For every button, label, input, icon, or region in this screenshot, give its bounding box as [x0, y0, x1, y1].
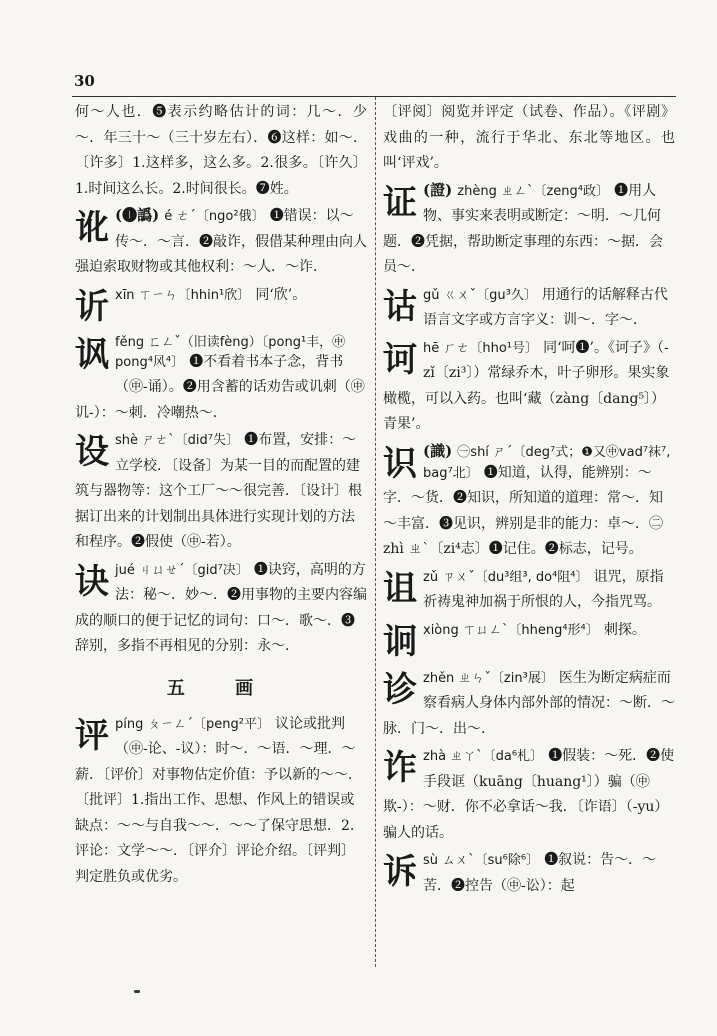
dictionary-entry — [383, 283, 675, 334]
pronunciation: xīn ㄒㄧㄣ〔hhin¹欣〕 — [115, 287, 251, 303]
dictionary-entry — [75, 558, 367, 660]
headword-variant: (識) — [423, 441, 453, 460]
pronunciation: zǔ ㄗㄨˇ〔du³组³, do⁴阻⁴〕 — [423, 569, 589, 585]
definition: 同‘欣’。 — [255, 286, 307, 303]
headword: 识 — [383, 443, 417, 484]
headword: 诊 — [383, 669, 417, 710]
headword: 诈 — [383, 748, 417, 788]
dictionary-entry — [383, 618, 675, 664]
headword: 诀 — [75, 561, 109, 602]
dictionary-entry — [383, 744, 675, 846]
pronunciation: sù ㄙㄨˋ〔su⁶除⁶〕 — [423, 853, 540, 868]
pronunciation: xiòng ㄒㄩㄥˋ〔hheng⁴形⁴〕 — [423, 622, 599, 638]
right-column — [383, 100, 675, 970]
dictionary-entry — [75, 283, 367, 329]
left-column — [75, 100, 367, 970]
definition: 同‘呵❶’。《诃子》（-zǐ〔zi³〕）常绿乔木，叶子卵形。果实象橄榄，可以入药。也叫‘藏（zàng〔dang⁵〕）青果’。 — [383, 339, 670, 432]
dictionary-entry — [383, 440, 675, 563]
headword: 设 — [75, 432, 109, 472]
headword: 诂 — [383, 286, 417, 327]
headword: 诇 — [383, 621, 417, 662]
dictionary-entry — [75, 428, 367, 556]
definition: 医生为断定病症而察看病人身体内部外部的情况：～断．～脉．门～．出～． — [383, 669, 675, 737]
definition: 议论或批判（㊥-论、-议）：时～．～语．～理．～薪．〔评价〕对事物估定价值：予以新的～～．〔批评〕1.指出工作、思想、作风上的错误或缺点：～～与自我～～．～～了保守思想．2.评论：文学～～．〔评介〕评论介绍。〔评判〕判定胜负或优劣。 — [75, 715, 362, 885]
pronunciation: píng ㄆㄧㄥˊ〔peng²平〕 — [115, 716, 270, 732]
headword: 评 — [75, 715, 109, 756]
definition: ❶假装：～死．❷使手段诓（kuāng〔huang¹〕）骗（㊥欺-）：～财．你不必拿话～我．〔诈语〕（-yu）骗人的话。 — [383, 748, 675, 841]
dictionary-entry — [383, 179, 675, 281]
dictionary-entry — [75, 204, 367, 281]
dictionary-entry — [75, 331, 367, 427]
headword: 䜣 — [75, 286, 109, 327]
print-speck — [134, 990, 140, 993]
pronunciation: zhà ㄓㄚˋ〔da⁶札〕 — [423, 749, 544, 764]
pronunciation: fěng ㄈㄥˇ（旧读fèng）〔pong¹丰，㊥pong⁴风⁴〕 — [115, 334, 346, 370]
page-number: 30 — [74, 72, 95, 90]
top-rule — [72, 96, 676, 97]
column-divider — [375, 97, 376, 967]
headword: 诉 — [383, 852, 417, 892]
pronunciation: zhěn ㄓㄣˇ〔zin³展〕 — [423, 670, 554, 686]
pronunciation: zhèng ㄓㄥˋ〔zeng⁴政〕 — [457, 183, 610, 199]
pronunciation: ㊀shí ㄕˊ〔deg⁷式；❶又㊥vad⁷袜⁷, bag⁷北〕 — [423, 444, 671, 481]
headword: 诅 — [383, 568, 417, 609]
continuation-text: 何～人也．❺表示约略估计的词：几～．少～．年三十～（三十岁左右）．❻这样：如～．〔许多〕1.这样多，这么多。2.很多。〔许久〕1.时间这么长。2.时间很长。❼姓。 — [75, 104, 367, 197]
definition: ❶知道，认得，能辨别：～字．～货．❷知识，所知道的道理：常～．知～丰富．❸见识，辨别是非的能力：卓～．㊁zhì ㄓˋ〔zi⁴志〕❶记住。❷标志，记号。 — [383, 464, 663, 557]
dictionary-entry — [383, 848, 675, 899]
dictionary-entry — [383, 565, 675, 616]
definition: 诅咒，原指祈祷鬼神加祸于所恨的人，今指咒骂。 — [423, 568, 664, 610]
headword-variant: (❶譌) — [115, 206, 160, 224]
definition: 用通行的话解释古代语言文字或方言字义：训～．字～． — [423, 286, 668, 328]
headword: 讽 — [75, 334, 109, 375]
dictionary-entry — [383, 666, 675, 743]
definition: ❶布置，安排：～立学校．〔设备〕为某一目的而配置的建筑与器物等：这个工厂～～很完善．〔设计〕根据订出来的计划制出具体进行实现计划的方法和程序。❷假使（㊥-若）。 — [75, 432, 362, 550]
section-heading: 五 画 — [166, 677, 276, 699]
dictionary-entry — [75, 712, 367, 891]
headword-variant: (證) — [423, 180, 453, 199]
pronunciation: shè ㄕㄜˋ〔did⁷失〕 — [115, 433, 239, 448]
headword: 诃 — [383, 339, 417, 380]
pronunciation: gǔ ㄍㄨˇ〔gu³久〕 — [423, 287, 537, 303]
pronunciation: é ㄜˊ〔ngo²俄〕 — [164, 209, 265, 224]
headword: 讹 — [75, 208, 109, 248]
definition: ❶错误：以～传～．～言．❷敲诈，假借某种理由向人强迫索取财物或其他权利：～人．～诈． — [75, 208, 367, 275]
definition: ❶诀窍，高明的方法：秘～．妙～．❷用事物的主要内容编成的顺口的便于记忆的词句：口～．歌～．❸辞别，多指不再相见的分别：永～． — [75, 561, 367, 654]
definition: ❶叙说：告～．～苦．❷控告（㊥-讼）：起 — [423, 852, 657, 894]
headword: 证 — [383, 182, 417, 223]
dictionary-entry — [383, 336, 675, 438]
definition: 刺探。 — [603, 621, 646, 638]
definition: ❶不看着书本子念，背书（㊥-诵）。❷用含蓄的话劝告或讥刺（㊥讥-）：～刺．冷嘲热～． — [75, 353, 365, 421]
definition: ❶用人物、事实来表明或断定：～明．～几何题．❷凭据，帮助断定事理的东西：～据．会员～． — [383, 182, 663, 275]
pronunciation: hē ㄏㄜ〔hho¹号〕 — [423, 340, 539, 356]
pronunciation: jué ㄐㄩㄝˊ〔gid⁷决〕 — [115, 562, 249, 578]
continuation-text: 〔评阅〕阅览并评定（试卷、作品）。《评剧》戏曲的一种，流行于华北、东北等地区。也叫‘评戏’。 — [383, 104, 675, 171]
